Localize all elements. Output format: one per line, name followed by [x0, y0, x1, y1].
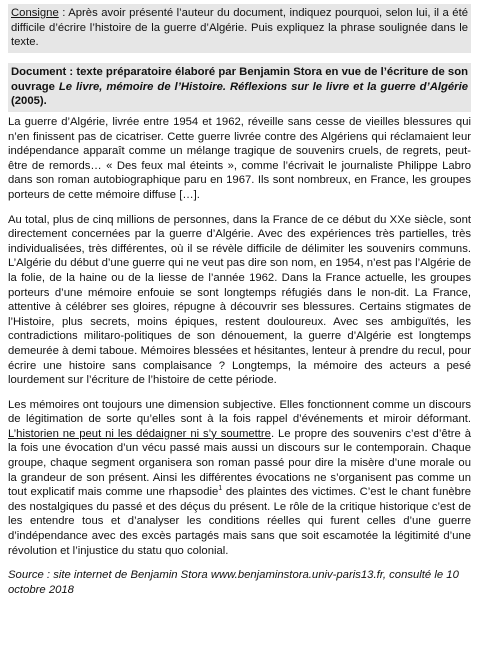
consigne-text: : Après avoir présenté l’auteur du document, indiquez pourquoi, selon lui, il a été difficile d’écrire l’histoire de la guerre d’Algérie. Puis expliquez la phrase soulignée dans le texte. — [11, 7, 468, 48]
document-header-prefix: Document : texte préparatoire élaboré par Benjamin Stora en vue de l’écriture de son ouvrage — [11, 66, 468, 93]
paragraph-3-end: des plaintes des victimes. C’est le chant funèbre des nostalgiques du passé et des déçus du présent. Le rôle de la critique historique c’est de les entendre tous et d’analyser les conditions réelles qui furent celles d’une guerre d’indépendance avec des excès partagés mais sans que soit escamotée la légitimité d’une révolution et l’injustice du statu quo colonial. — [8, 486, 471, 557]
source-citation: Source : site internet de Benjamin Stora www.benjaminstora.univ-paris13.fr, consulté le 10 octobre 2018 — [8, 569, 459, 596]
consigne-box — [8, 4, 471, 53]
paragraph-3-middle: . Le propre des souvenirs c’est d’être à la fois une évocation d’un vécu passé mais aussi un discours sur le contemporain. Chaque groupe, chaque segment organisera son roman passé pour dire la misère d’une morale ou la grandeur de son présent. Ainsi les différentes évocations ne s’organisent pas comme un tout explicatif mais comme une rhapsodie — [8, 427, 471, 499]
document-header — [8, 63, 471, 112]
paragraph-3-start: Les mémoires ont toujours une dimension subjective. Elles fonctionnent comme un discours de légitimation de sorte qu’elles sont à la fois rappel d’événements et miroir déformant. — [8, 398, 471, 426]
consigne-label: Consigne — [11, 7, 59, 19]
document-header-suffix: (2005). — [11, 95, 47, 107]
footnote-marker: 1 — [218, 485, 223, 493]
document-book-title: Le livre, mémoire de l’Histoire. Réflexions sur le livre et la guerre d’Algérie — [58, 80, 468, 93]
paragraph-2: Au total, plus de cinq millions de personnes, dans la France de ce début du XXe siècle, sont directement concernées par la guerre d’Algérie. Avec des expériences très partielles, très individualisées, très différentes, où il se révèle difficile de délimiter les souvenirs communs. L’Algérie du début d’une guerre qui ne veut pas dire son nom, en 1954, n’est pas l’Algérie de la folie, de la haine ou de la liesse de l’année 1962. Dans la France actuelle, les groupes porteurs d’une mémoire enfouie se sont longtemps réfugiés dans le non-dit. La France, attentive à célébrer ses gloires, répugne à découvrir ses blessures. Certains stigmates de l’Histoire, plus secrets, moins épiques, restent douloureux. Avec ses ambiguïtés, les contradictions militaro-politiques de son dénouement, la guerre d’Algérie est longtemps demeurée à demi taboue. Mémoires blessées et hésitantes, lenteur à prendre du recul, pour écrire une histoire sans complaisance ? Longtemps, la mémoire des acteurs a pesé lourdement sur l’écriture de l’histoire de cette période. — [8, 213, 471, 387]
document-body — [8, 115, 471, 597]
underlined-sentence: L’historien ne peut ni les dédaigner ni s’y soumettre — [8, 427, 271, 440]
paragraph-3 — [8, 398, 471, 559]
paragraph-1: La guerre d’Algérie, livrée entre 1954 et 1962, réveille sans cesse de vieilles blessures qui n’en finissent pas de cicatriser. Cette guerre livrée contre des Algériens qui réclamaient leur indépendance apparaît comme un mélange tragique de souvenirs cruels, de regrets, peut-être de remords… « Des feux mal éteints », comme l’écrivait le journaliste Philippe Labro dans son roman autobiographique paru en 1967. Ils sont nombreux, en France, les groupes porteurs de cette mémoire diffuse […]. — [8, 116, 471, 201]
